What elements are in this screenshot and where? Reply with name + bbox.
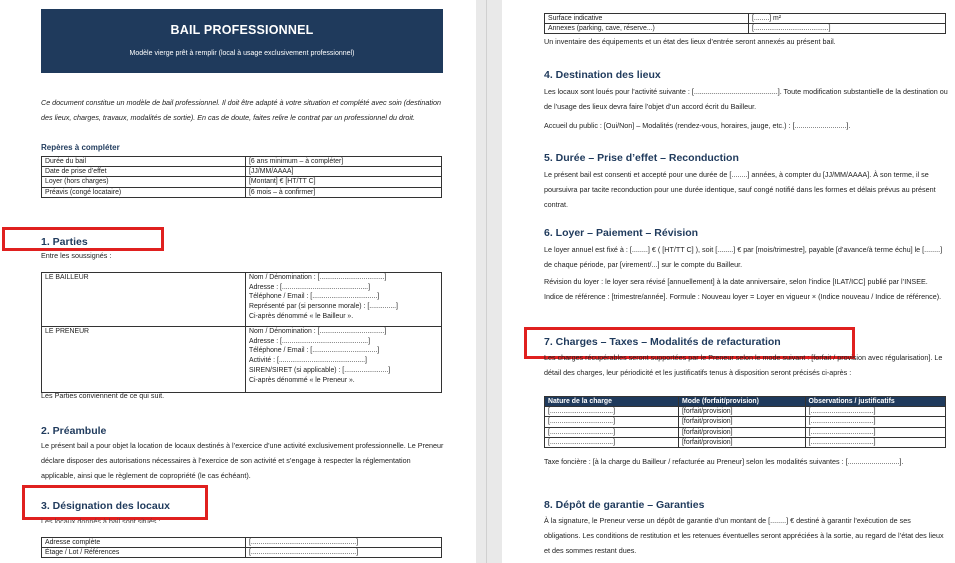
section-2-heading: 2. Préambule — [41, 425, 107, 437]
table-row — [545, 24, 946, 34]
section-7-paragraph-1: Les charges récupérables seront supportées par le Preneur selon le mode suivant : [forfait / provision avec régularisation]. Le détail des charges, leur périodicité et les justificatifs tenus à disposition seront précisés ci-après : — [544, 353, 943, 378]
table-header-row — [545, 397, 946, 407]
designation-table — [41, 537, 442, 558]
table-cell: [forfait/provision] — [679, 407, 806, 417]
table-cell: Date de prise d’effet — [42, 167, 246, 177]
section-5-paragraph: Le présent bail est consenti et accepté pour une durée de [........] années, à compter du [JJ/MM/AAAA]. À son terme, il se poursuivra par tacite reconduction pour une durée identique, sauf congé notifié dans les formes et délais prévus au présent contrat. — [544, 170, 936, 210]
table-cell: [........] m² — [749, 14, 946, 24]
section-8-paragraph: À la signature, le Preneur verse un dépôt de garantie d’un montant de [........] € destiné à garantir l’exécution de ses obligations. Les conditions de restitution et les retenues éventuelles seront appréciées à la sortie, au regard de l’état des lieux et des sommes restant dues. — [544, 516, 944, 556]
table-row — [545, 427, 946, 437]
table-cell: Annexes (parking, cave, réserve...) — [545, 24, 749, 34]
section-3-heading: 3. Désignation des locaux — [41, 500, 170, 512]
intro-paragraph: Ce document constitue un modèle de bail professionnel. Il doit être adapté à votre situation et complété avec soin (destination des lieux, charges, travaux, modalités de sortie). En cas de doute, faites relire le contrat par un professionnel du droit. — [41, 98, 441, 122]
bailleur-details — [246, 273, 442, 327]
section-8-heading: 8. Dépôt de garantie – Garanties — [544, 499, 705, 511]
preneur-label: LE PRENEUR — [42, 327, 246, 393]
section-4-paragraph-2: Accueil du public : [Oui/Non] – Modalités (rendez-vous, horaires, jauge, etc.) : [..........................]. — [544, 121, 851, 130]
table-cell: [.................................] — [545, 407, 679, 417]
document-page-right — [502, 0, 955, 563]
table-cell: [.................................] — [545, 417, 679, 427]
section-4-paragraph-1: Les locaux sont loués pour l’activité suivante : [..........................................]. Toute modification substantielle de la destination ou de l’usage des lieux devra faire l’objet d’un accord écrit du Bailleur. — [544, 87, 948, 112]
page-gutter — [486, 0, 487, 563]
table-cell: Étage / Lot / Références — [42, 548, 246, 558]
table-cell: [forfait/provision] — [679, 427, 806, 437]
table-row — [42, 548, 442, 558]
detail-line: Ci-après dénommé « le Bailleur ». — [249, 312, 354, 320]
table-row — [42, 187, 442, 197]
table-row — [545, 417, 946, 427]
section-1-intro: Entre les soussignés : — [41, 251, 112, 260]
table-row — [42, 167, 442, 177]
table-cell: [JJ/MM/AAAA] — [246, 167, 442, 177]
table-row — [42, 157, 442, 167]
column-header: Observations / justificatifs — [805, 397, 945, 407]
section-1-heading: 1. Parties — [41, 236, 88, 248]
section-5-heading: 5. Durée – Prise d’effet – Reconduction — [544, 152, 739, 164]
reperes-heading: Repères à compléter — [41, 143, 120, 152]
inventory-note: Un inventaire des équipements et un état des lieux d’entrée seront annexés au présent bail. — [544, 37, 836, 46]
table-row — [42, 538, 442, 548]
detail-line: Représenté par (si personne morale) : [..............] — [249, 303, 398, 311]
table-cell: [.................................] — [805, 417, 945, 427]
table-cell: [6 ans minimum – à compléter] — [246, 157, 442, 167]
section-4-heading: 4. Destination des lieux — [544, 69, 661, 81]
document-subtitle: Modèle vierge prêt à remplir (local à usage exclusivement professionnel) — [129, 50, 355, 58]
table-cell: [forfait/provision] — [679, 437, 806, 447]
title-banner — [41, 9, 443, 73]
section-7-heading: 7. Charges – Taxes – Modalités de refacturation — [544, 336, 781, 348]
table-row — [545, 407, 946, 417]
reperes-table — [41, 156, 442, 198]
column-header: Nature de la charge — [545, 397, 679, 407]
detail-line: Nom / Dénomination : [..................................] — [249, 328, 387, 335]
table-cell: Durée du bail — [42, 157, 246, 167]
section-3-intro: Les locaux donnés à bail sont situés : — [41, 517, 161, 523]
detail-line: Téléphone / Email : [..................................] — [249, 347, 380, 355]
table-row — [545, 14, 946, 24]
table-cell: [.................................] — [805, 407, 945, 417]
table-row — [545, 437, 946, 447]
table-cell: [.................................] — [545, 427, 679, 437]
table-cell: [forfait/provision] — [679, 417, 806, 427]
table-cell: [.......................................................] — [246, 548, 442, 558]
section-2-text: Le présent bail a pour objet la location de locaux destinés à l’exercice d’une activité exclusivement professionnelle. Le Preneur déclare disposer des autorisations nécessaires à l’exercice de son activité et s’engage à respecter la réglementation applicable, ainsi que le règlement de copropriété (le cas échéant). — [41, 441, 444, 481]
section-6-paragraph-1: Le loyer annuel est fixé à : [........] € ( [HT/TT C] ), soit [........] € par [mois/trimestre], payable [d’avance/à terme échu] le [........] de chaque période, par [virement/...] sur le compte du Bailleur. — [544, 245, 943, 270]
locaux-table-continued — [544, 13, 946, 34]
table-cell: Loyer (hors charges) — [42, 177, 246, 187]
table-row — [42, 327, 442, 393]
charges-table — [544, 396, 946, 448]
detail-line: Activité : [.............................................] — [249, 357, 367, 365]
section-1-outro: Les Parties conviennent de ce qui suit. — [41, 391, 165, 400]
detail-line: Adresse : [.............................................] — [249, 337, 371, 345]
detail-line: Nom / Dénomination : [..................................] — [249, 274, 387, 281]
section-6-heading: 6. Loyer – Paiement – Révision — [544, 227, 699, 239]
table-cell: Préavis (congé locataire) — [42, 187, 246, 197]
detail-line: Adresse : [.............................................] — [249, 283, 371, 291]
detail-line: Téléphone / Email : [..................................] — [249, 293, 380, 301]
table-cell: [.................................] — [545, 437, 679, 447]
bailleur-label: LE BAILLEUR — [42, 273, 246, 327]
detail-line: Ci-après dénommé « le Preneur ». — [249, 376, 355, 384]
table-cell: [.......................................................] — [246, 538, 442, 548]
table-row — [42, 177, 442, 187]
table-cell: [6 mois – à confirmer] — [246, 187, 442, 197]
table-cell: [.................................] — [805, 437, 945, 447]
table-cell: Surface indicative — [545, 14, 749, 24]
preneur-details — [246, 327, 442, 393]
section-7-paragraph-2: Taxe foncière : [à la charge du Bailleur / refacturée au Preneur] selon les modalités suivantes : [..........................]. — [544, 457, 904, 466]
column-header: Mode (forfait/provision) — [679, 397, 806, 407]
table-cell: Adresse complète — [42, 538, 246, 548]
section-6-paragraph-2: Révision du loyer : le loyer sera révisé [annuellement] à la date anniversaire, selon l’indice [ILAT/ICC] publié par l’INSEE. Indice de référence : [trimestre/année]. Formule : Nouveau loyer = Loyer en vigueur × (Indice nouveau / Indice de référence). — [544, 277, 942, 302]
document-title: BAIL PROFESSIONNEL — [170, 23, 314, 37]
table-cell: [.................................] — [805, 427, 945, 437]
detail-line: SIREN/SIRET (si applicable) : [.......................] — [249, 366, 391, 374]
table-row — [42, 273, 442, 327]
document-page-left — [0, 0, 476, 563]
table-cell: [Montant] € [HT/TT C] — [246, 177, 442, 187]
table-cell: [.......................................] — [749, 24, 946, 34]
parties-table — [41, 272, 442, 393]
